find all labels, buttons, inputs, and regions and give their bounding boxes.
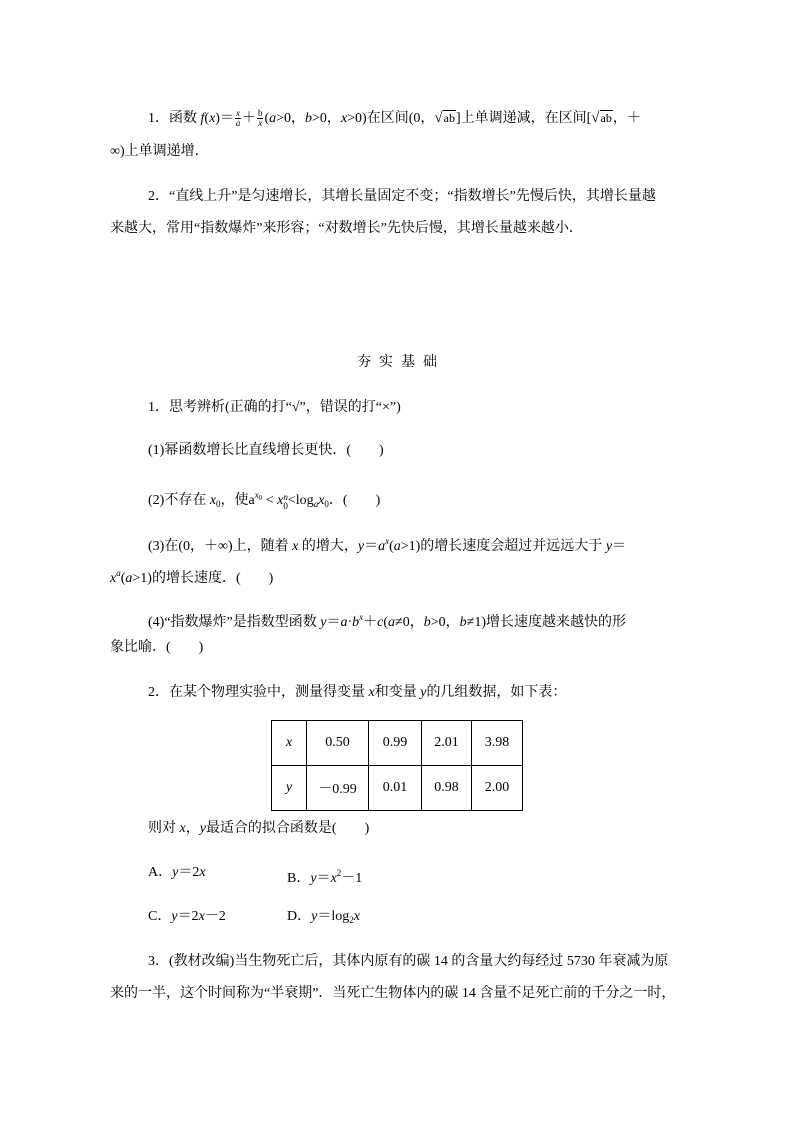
variable: y [311, 909, 318, 924]
text: < [262, 493, 278, 508]
variable: x [110, 571, 117, 586]
variable: a [393, 539, 401, 554]
exponent-subscript: 0 [258, 494, 263, 502]
variable: x [277, 493, 284, 508]
text: ( [264, 111, 270, 126]
text: (2)不存在 [148, 493, 210, 508]
text: ，使 [220, 493, 249, 508]
variable: b [305, 111, 313, 126]
fraction-b-over-x [257, 109, 264, 128]
table-cell: 2.01 [422, 721, 472, 766]
question-3-line-1: 3．(教材改编)当生物死亡后，其体内原有的碳 14 的含量大约每经过 5730 年衰减为原 [148, 954, 669, 969]
question-1-statement-2 [148, 485, 380, 514]
table-row-y [272, 766, 523, 811]
radical-sign: √ [591, 110, 600, 126]
subscript: 0 [324, 499, 329, 509]
exponent: x [359, 612, 364, 622]
fraction-denominator: a [235, 118, 241, 129]
option-label: C． [148, 909, 172, 924]
fraction-numerator: b [257, 108, 263, 119]
summary-item-2-line-1: 2．“直线上升”是匀速增长，其增长量固定不变；“指数增长”先慢后快，其增长量越 [148, 189, 656, 204]
function-name: f [200, 111, 205, 126]
variable: a [388, 615, 396, 630]
text: ( [120, 571, 126, 586]
variable: a [340, 615, 348, 630]
text: ＝2 [177, 909, 199, 924]
text: 的增大， [298, 539, 358, 554]
variable: x [198, 909, 205, 924]
text: (4)“指数爆炸”是指数型函数 [148, 615, 321, 630]
text: ， [185, 821, 200, 836]
radicand: ab [600, 111, 612, 125]
option-d [287, 907, 360, 930]
log-base: 2 [349, 915, 354, 925]
option-label: A． [148, 865, 173, 880]
variable: y [420, 685, 427, 700]
row-label: y [272, 766, 307, 811]
log-base: a [313, 499, 319, 509]
option-label: B． [287, 871, 311, 886]
variable: x [209, 493, 217, 508]
variable: a [378, 539, 386, 554]
table-row-x [272, 721, 523, 766]
table-cell: 0.98 [422, 766, 472, 811]
text: >0， [312, 111, 341, 126]
square-root-ab [591, 111, 613, 126]
plus-sign: ＋ [363, 615, 378, 630]
row-label: x [272, 721, 307, 766]
variable: y [171, 909, 178, 924]
option-label: D． [287, 909, 312, 924]
text: )＝ [215, 111, 234, 126]
variable: x [209, 111, 216, 126]
question-2-ask [148, 819, 369, 839]
text: (3)在(0，＋∞)上，随着 [148, 539, 293, 554]
data-table [271, 720, 523, 811]
variable: y [199, 821, 206, 836]
variable: y [605, 539, 613, 554]
question-1-statement-1: (1)幂函数增长比直线增长更快．( ) [148, 443, 384, 458]
variable: x [318, 493, 325, 508]
section-title: 夯实基础 [357, 355, 445, 370]
question-2-stem [148, 683, 566, 703]
text: －1 [341, 871, 363, 886]
question-1-statement-4-line-2: 象比喻．( ) [110, 640, 204, 655]
table-cell: －0.99 [307, 766, 369, 811]
question-1-statement-3-line-2 [110, 563, 273, 589]
exponent: x [385, 536, 390, 546]
text: ( [389, 539, 394, 554]
summary-item-1-line-1 [148, 108, 641, 129]
variable: b [459, 615, 467, 630]
text: ＝ [364, 539, 379, 554]
summary-item-1-line-2: ∞)上单调递增． [110, 144, 209, 159]
text: >1)的增长速度．( ) [132, 571, 274, 586]
text: ＝2 [178, 865, 200, 880]
variable: x [199, 865, 206, 880]
text: 2．在某个物理实验中，测量得变量 [148, 685, 369, 700]
text: >0)在区间(0， [347, 111, 435, 126]
variable: y [172, 865, 179, 880]
table-cell: 0.50 [307, 721, 369, 766]
text: ( [204, 111, 210, 126]
variable: a [269, 111, 277, 126]
fraction-denominator: x [258, 118, 263, 129]
question-1-stem: 1．思考辨析(正确的打“√”，错误的打“×”) [148, 400, 401, 415]
superscript: n [283, 492, 288, 502]
text: －2 [204, 909, 226, 924]
text: ]上单调递减，在区间[ [455, 111, 592, 126]
text: ．( ) [328, 493, 381, 508]
multiplication-dot: · [347, 615, 353, 630]
plus-sign: ＋ [241, 111, 256, 126]
table-cell: 0.99 [369, 721, 422, 766]
variable: x [368, 685, 375, 700]
text: ≠0， [395, 615, 424, 630]
table-cell: 0.01 [369, 766, 422, 811]
text: ≠1)增长速度越来越快的形 [466, 615, 626, 630]
variable: x [353, 909, 360, 924]
summary-item-2-line-2: 来越大，常用“指数爆炸”来形容；“对数增长”先快后慢，其增长量越来越小． [110, 221, 583, 236]
base: a [248, 493, 255, 508]
exponent-variable: x [254, 490, 259, 500]
variable: x [292, 539, 299, 554]
subscript: 0 [216, 499, 221, 509]
text: >0， [430, 615, 460, 630]
exponent: 2 [336, 868, 342, 878]
subscript: 0 [283, 501, 288, 511]
variable: x [340, 111, 348, 126]
option-b [287, 863, 362, 889]
fraction-x-over-a [235, 109, 241, 128]
variable: b [352, 615, 360, 630]
text: ＝ [316, 871, 331, 886]
text: >1)的增长速度会超过并远远大于 [400, 539, 606, 554]
text: 则对 [148, 821, 180, 836]
table-cell: 3.98 [472, 721, 523, 766]
text: ＝log [317, 909, 350, 924]
variable: c [377, 615, 384, 630]
text: 和变量 [374, 685, 421, 700]
table-cell: 2.00 [472, 766, 523, 811]
option-a [148, 863, 206, 883]
question-3-line-2: 来的一半，这个时间称为“半衰期”．当死亡生物体内的碳 14 含量不足死亡前的千分之一时， [110, 986, 676, 1001]
text: ＝ [612, 539, 627, 554]
text: <log [287, 493, 314, 508]
fraction-numerator: x [235, 108, 240, 119]
variable: y [357, 539, 365, 554]
square-root-ab [434, 111, 456, 126]
option-c [148, 907, 226, 927]
variable: b [423, 615, 431, 630]
question-1-statement-3-line-1 [148, 531, 626, 557]
variable: x [179, 821, 186, 836]
variable: a [125, 571, 133, 586]
variable: x [330, 871, 337, 886]
item-number: 1． [148, 111, 169, 126]
radicand: ab [443, 111, 455, 125]
variable: y [320, 615, 327, 630]
text: ( [383, 615, 389, 630]
exponent: a [116, 568, 121, 578]
text: ，＋ [612, 111, 641, 126]
text: ＝ [326, 615, 341, 630]
radical-sign: √ [434, 110, 443, 126]
question-1-statement-4-line-1 [148, 607, 626, 633]
text: 函数 [169, 111, 201, 126]
variable: y [310, 871, 317, 886]
text: 最适合的拟合函数是( ) [205, 821, 370, 836]
text: >0， [276, 111, 306, 126]
text: 的几组数据，如下表： [426, 685, 567, 700]
